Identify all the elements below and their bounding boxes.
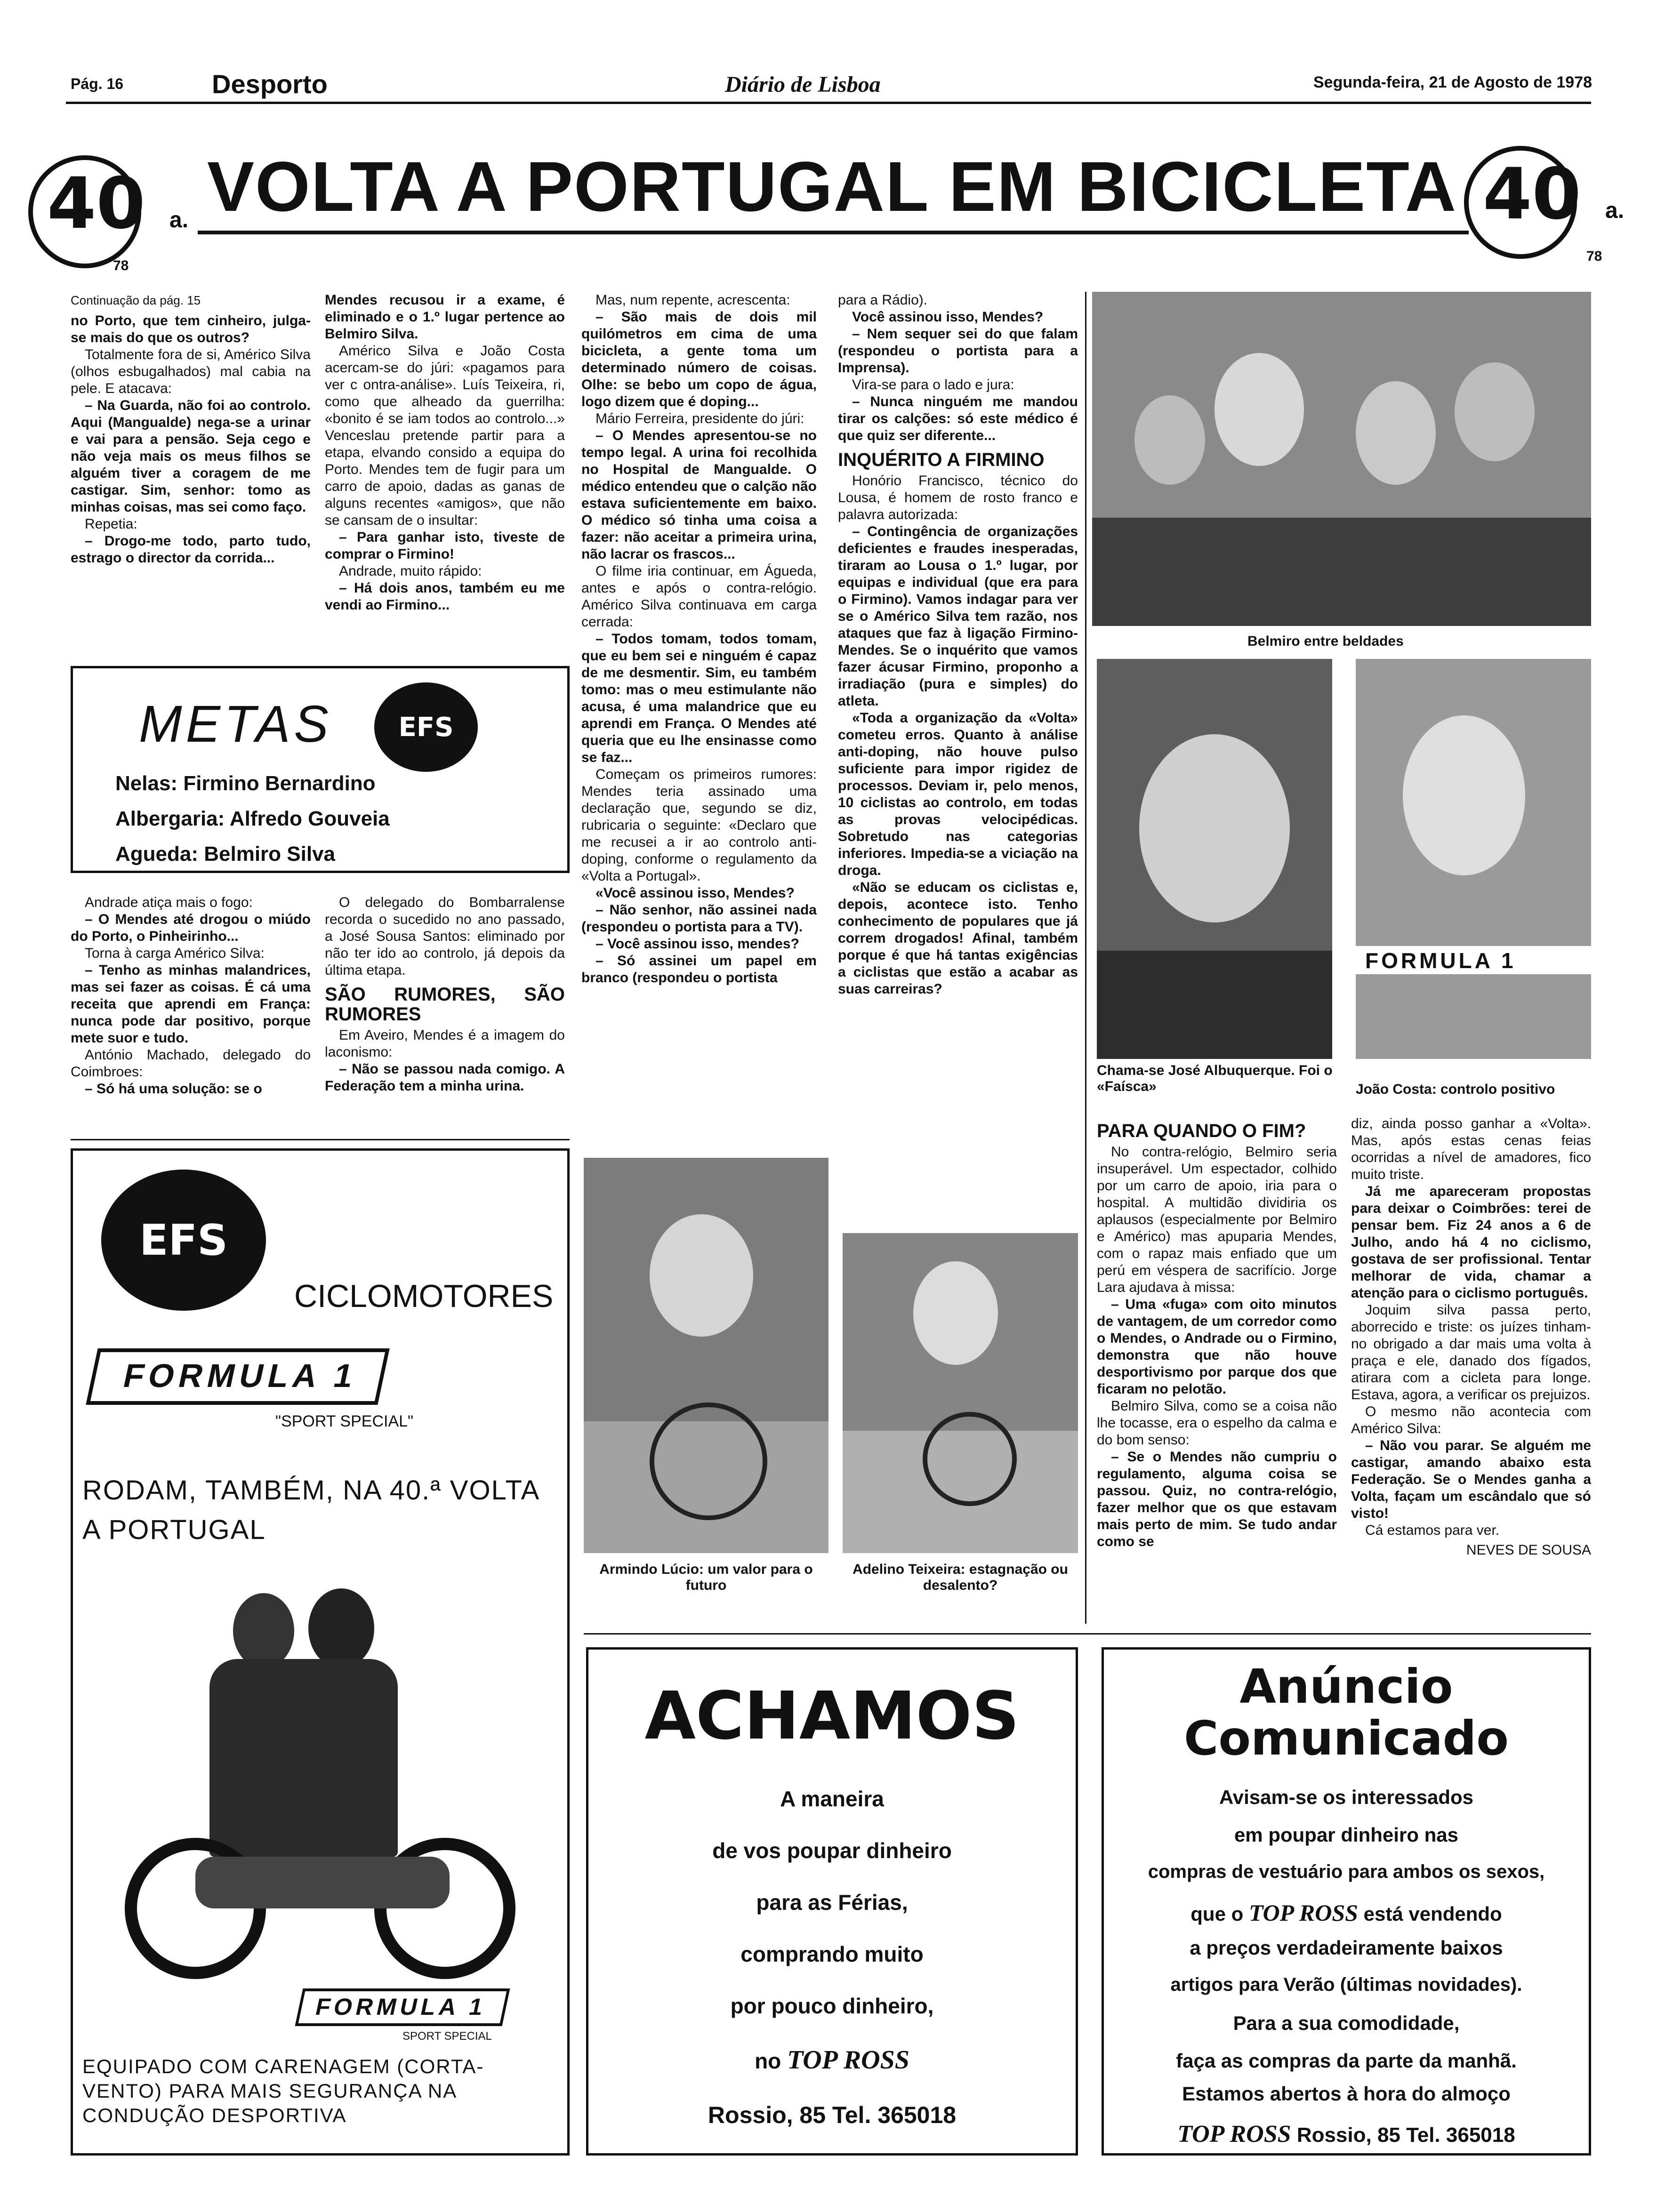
- formula-text: FORMULA 1: [120, 1357, 362, 1394]
- paragraph: – São mais de dois mil quilómetros em cima de uma bicicleta, a gente toma um determinado número de coisas. Olhe: se bebo um copo de água, logo dizem que é doping...: [581, 309, 817, 409]
- ad-address: [1104, 2120, 1589, 2148]
- efs-logo: EFS: [374, 682, 478, 772]
- banner-rule: [198, 231, 1469, 234]
- paragraph: – Não senhor, não assinei nada (respondeu o portista para a TV).: [581, 902, 817, 935]
- paragraph: «Não se educam os ciclistas e, depois, acontece isto. Tenho conhecimento de populares que já correm drogados! Afinal, também porque é que há tantas exigências a ciclistas que estão a acabar as suas carreiras?: [838, 880, 1078, 997]
- photo-caption: João Costa: controlo positivo: [1356, 1082, 1555, 1097]
- ad-line: Avisam-se os interessados: [1219, 1786, 1474, 1808]
- photo-jose: [1097, 659, 1332, 1059]
- article-col-4: [838, 292, 1078, 998]
- ad-line: [588, 2045, 1076, 2075]
- moped-frame: [195, 1857, 450, 1908]
- photo-face: [1139, 734, 1290, 922]
- ad-line: artigos para Verão (últimas novidades).: [1170, 1974, 1522, 1995]
- photo-face: [1403, 715, 1525, 875]
- header-rule: [66, 102, 1591, 104]
- jersey-text: FORMULA 1: [1365, 948, 1516, 973]
- section-rule: [584, 1633, 1591, 1635]
- ad-line: [1104, 1899, 1589, 1926]
- metas-label: Albergaria:: [115, 807, 225, 830]
- ad-text: no: [755, 2049, 781, 2073]
- ad-anuncio: [1102, 1647, 1591, 2156]
- ad-ciclomotores: [71, 1148, 570, 2156]
- paragraph: para a Rádio).: [838, 292, 928, 308]
- masthead: Diário de Lisboa: [725, 72, 881, 97]
- paragraph: O mesmo não acontecia com Américo Silva:: [1351, 1404, 1591, 1436]
- paragraph: No contra-relógio, Belmiro seria insuperável. Um espectador, colhido por um carro de apoio, iria para o hospital. A multidão dividiria os aplausos (especialmente por Belmiro e Américo) mas apuparia Mendes, com o rapaz mais enfiado que um perú em véspera de sacrifício. Jorge Lara ajudava à missa:: [1097, 1144, 1337, 1295]
- metas-label: Agueda:: [115, 842, 198, 866]
- paragraph: Torna à carga Américo Silva:: [85, 946, 265, 961]
- column-rule: [1085, 292, 1086, 1624]
- paragraph: «Você assinou isso, Mendes?: [595, 885, 795, 901]
- emblem-suffix-left: a.: [169, 208, 189, 232]
- article-lower-col-2: [325, 894, 565, 1095]
- paragraph: – O Mendes até drogou o miúdo do Porto, o Pinheirinho...: [71, 912, 311, 944]
- byline: NEVES DE SOUSA: [1466, 1542, 1591, 1558]
- subheading: PARA QUANDO O FIM?: [1097, 1121, 1306, 1141]
- paragraph: – O Mendes apresentou-se no tempo legal. A urina foi recolhida no Hospital de Mangualde. O médico entendeu que o calção não estava suficientemente em baixo. O médico só tinha uma coisa a fazer: não aceitar a primeira urina, não lacrar os frascos...: [581, 428, 817, 562]
- paragraph: Mas, num repente, acrescenta:: [595, 292, 790, 308]
- article-col-fim: [1097, 1115, 1337, 1550]
- photo-face: [1215, 353, 1304, 466]
- paragraph: – Contingência de organizações deficientes e fraudes inesperadas, tiraram ao Lousa o 1.º lugar, por equipas e individual (que era para o Firmino). Vamos indagar para ver se o Américo Silva tem razão, nos ataques que faz à ligação Firmino-Mendes. Se o inquérito que vamos fazer ácusar Firmino, proponho a irradiação (pura e simples) do atleta.: [838, 524, 1078, 709]
- paragraph: no Porto, que tem cinheiro, julga-se mais do que os outros?: [71, 313, 311, 345]
- paragraph: O filme iria continuar, em Águeda, antes e após o contra-relógio. Américo Silva continuava em carga cerrada:: [581, 563, 817, 630]
- ad-title: Comunicado: [1184, 1711, 1509, 1766]
- photo-cyclist: [913, 1261, 998, 1365]
- emblem-year-right: 78: [1586, 248, 1602, 264]
- formula-text: FORMULA 1: [313, 1994, 489, 2020]
- moped-illustration: [125, 1574, 520, 1998]
- ad-line: faça as compras da parte da manhã.: [1176, 2050, 1517, 2072]
- paragraph: Vira-se para o lado e jura:: [852, 377, 1014, 393]
- ad-brand: CICLOMOTORES: [294, 1278, 554, 1314]
- paragraph: Andrade, muito rápido:: [339, 563, 482, 579]
- subheading: SÃO RUMORES, SÃO RUMORES: [325, 984, 565, 1025]
- ad-achamos: [586, 1647, 1078, 2156]
- efs-logo: EFS: [101, 1170, 266, 1311]
- metas-value: Firmino Bernardino: [183, 772, 376, 795]
- photo-caption: Adelino Teixeira: estagnação ou desalento?: [853, 1562, 1068, 1593]
- metas-box: [71, 666, 570, 873]
- ad-line: Estamos abertos à hora do almoço: [1182, 2083, 1511, 2105]
- article-col-3: [581, 292, 817, 986]
- paragraph: – Uma «fuga» com oito minutos de vantagem, de um corredor como o Mendes, o Andrade ou o Firmino, demonstra que não houve desportivismo por parque dos que ficaram no pelotão.: [1097, 1297, 1337, 1397]
- banner: [28, 141, 1648, 273]
- paragraph: Belmiro Silva, como se a coisa não lhe tocasse, era o espelho da calma e do bom senso:: [1097, 1398, 1337, 1448]
- metas-label: Nelas:: [115, 772, 178, 795]
- photo-caption: Chama-se José Albuquerque. Foi o «Faísca»: [1097, 1063, 1333, 1094]
- photo-shadow: [1092, 518, 1591, 626]
- ad-title: ACHAMOS: [644, 1678, 1020, 1755]
- paragraph: O delegado do Bombarralense recorda o sucedido no ano passado, a José Sousa Santos: eliminado por não ter ido ao controlo, já depois da última etapa.: [325, 895, 565, 978]
- subheading: INQUÉRITO A FIRMINO: [838, 449, 1045, 470]
- ad-address: Rossio, 85 Tel. 365018: [708, 2102, 957, 2128]
- emblem-right: [1464, 146, 1643, 264]
- article-col-2: [325, 292, 565, 614]
- paragraph: – Para ganhar isto, tiveste de comprar o Firmino!: [325, 529, 565, 562]
- emblem-year-left: 78: [113, 258, 129, 273]
- photo-wheel: [923, 1412, 1017, 1506]
- paragraph: Em Aveiro, Mendes é a imagem do laconismo:: [325, 1027, 565, 1060]
- continued-note: Continuação da pág. 15: [71, 293, 201, 307]
- paragraph: Mendes recusou ir a exame, é eliminado e o 1.º lugar pertence ao Belmiro Silva.: [325, 292, 565, 342]
- paragraph: – Drogo-me todo, parto tudo, estrago o director da corrida...: [71, 533, 311, 566]
- article-lower-col-1: [71, 894, 311, 1098]
- ad-text: que o: [1190, 1903, 1244, 1925]
- paragraph: «Toda a organização da «Volta» cometeu erros. Quanto à análise anti-doping, não houve pulso suficiente para impor rigidez de processos. Deviam ir, pelo menos, 10 ciclistas ao controlo, em todas as provas velocipédicas. Sobretudo nas categorias inferiores. Impedia-se a viciação na droga.: [838, 710, 1078, 878]
- paragraph: Honório Francisco, técnico do Lousa, é homem de rosto franco e palavra autorizada:: [838, 473, 1078, 522]
- photo-caption: Armindo Lúcio: um valor para o futuro: [599, 1562, 813, 1593]
- paragraph: – Só há uma solução: se o: [85, 1081, 262, 1097]
- photo-joao: [1356, 659, 1591, 1059]
- photo-face: [1356, 381, 1436, 485]
- photo-face: [1455, 362, 1535, 461]
- sport-special: SPORT SPECIAL: [402, 2030, 492, 2043]
- issue-date: Segunda-feira, 21 de Agosto de 1978: [1313, 73, 1593, 91]
- paragraph: – Todos tomam, todos tomam, que eu bem sei e ninguém é capaz de me desmentir. Sim, eu também tomo: mas o meu estimulante não acusa, é uma malandrice que eu aprendi em França. O Mendes até queria que eu lhe ensinasse como se faz...: [581, 631, 817, 765]
- ad-line: a preços verdadeiramente baixos: [1190, 1937, 1503, 1959]
- rider-body: [209, 1659, 398, 1857]
- paragraph: Você assinou isso, Mendes?: [852, 309, 1044, 325]
- paragraph: diz, ainda posso ganhar a «Volta». Mas, após estas cenas feias ocorridas a nível de amadores, fico muito triste.: [1351, 1116, 1591, 1182]
- ad-line: Para a sua comodidade,: [1233, 2012, 1460, 2034]
- ad-text: Rossio, 85 Tel. 365018: [1296, 2124, 1515, 2147]
- emblem-number-right: 40: [1483, 153, 1581, 235]
- section-rule: [71, 1139, 570, 1140]
- ad-line: para as Férias,: [756, 1890, 908, 1915]
- ad-line: por pouco dinheiro,: [730, 1994, 934, 2018]
- photo-cyclist: [650, 1214, 753, 1337]
- photo-belmiro: [1092, 292, 1591, 626]
- paragraph: Repetia:: [85, 516, 137, 532]
- banner-title: VOLTA A PORTUGAL EM BICICLETA: [207, 147, 1457, 226]
- paragraph: – Nunca ninguém me mandou tirar os calções: só este médico é que quiz ser diferente...: [838, 394, 1078, 443]
- photo-armindo: [584, 1158, 828, 1553]
- ad-line: de vos poupar dinheiro: [712, 1838, 952, 1863]
- paragraph: – Nem sequer sei do que falam (respondeu o portista para a Imprensa).: [838, 326, 1078, 376]
- formula-logo: [86, 1348, 390, 1405]
- article-col-1: [71, 292, 311, 567]
- paragraph: – Só assinei um papel em branco (respondeu o portista: [581, 953, 817, 986]
- metas-title: METAS: [139, 695, 332, 753]
- ad-text: está vendendo: [1363, 1903, 1502, 1925]
- article-col-fim-2: [1351, 1115, 1591, 1559]
- metas-line-1: [115, 772, 376, 795]
- formula-logo-small: [295, 1988, 510, 2026]
- ad-line: A maneira: [780, 1787, 884, 1811]
- metas-value: Alfredo Gouveia: [229, 807, 390, 830]
- page-number: Pág. 16: [71, 75, 124, 92]
- paragraph: Cá estamos para ver.: [1365, 1523, 1500, 1538]
- brand-topross: TOP ROSS: [787, 2045, 909, 2075]
- metas-line-3: [115, 842, 335, 866]
- photo-wheel: [650, 1403, 767, 1520]
- paragraph: Começam os primeiros rumores: Mendes teria assinado uma declaração que, segundo se diz, rubricaria o seguinte: «Declaro que me recusei a ir ao controlo anti-doping, conforme o regulamento da «Volta a Portugal».: [581, 767, 817, 884]
- metas-line-2: [115, 807, 390, 831]
- paragraph: Mário Ferreira, presidente do júri:: [595, 411, 804, 426]
- paragraph: Joquim silva passa perto, aborrecido e triste: os juízes tinham-no obrigado a dar mais uma volta à praça e ele, danado dos fígados, atirara com a cicleta para longe. Estava, agora, a verificar os prejuizos.: [1351, 1302, 1591, 1403]
- ad-line: comprando muito: [740, 1942, 924, 1966]
- photo-caption: Belmiro entre beldades: [1247, 633, 1404, 649]
- paragraph: António Machado, delegado do Coimbroes:: [71, 1047, 311, 1080]
- paragraph: – Não se passou nada comigo. A Federação tem a minha urina.: [325, 1061, 565, 1094]
- sport-special: "SPORT SPECIAL": [275, 1412, 414, 1430]
- photo-adelino: [843, 1233, 1078, 1553]
- section-title: Desporto: [212, 69, 328, 99]
- paragraph: – Há dois anos, também eu me vendi ao Firmino...: [325, 580, 565, 613]
- paragraph: Já me apareceram propostas para deixar o Coimbrões: terei de pensar bem. Fiz 24 anos a 6 de Julho, ando há 4 no ciclismo, gostava de ser profissional. Tentar melhorar de vida, chamar a atenção para o ciclismo português.: [1351, 1184, 1591, 1301]
- ad-title: Anúncio: [1239, 1659, 1453, 1714]
- paragraph: Américo Silva e João Costa acercam-se do júri: «pagamos para ver c ontra-análise». Luís Teixeira, ri, como que alheado da guerrilha: «bonito é se iam todos ao controlo...» Venceslau pretende partir para a etapa, elvando consido a equipa do Porto. Mendes tem de fugir para um carro de apoio, dadas as ganas de alguns recentes «amigos», que não se cansam de o insultar:: [325, 343, 565, 528]
- paragraph: – Tenho as minhas malandrices, mas sei fazer as coisas. É cá uma receita que aprendi em França: nunca pode dar positivo, porque mete suor e tudo.: [71, 962, 311, 1046]
- paragraph: Andrade atiça mais o fogo:: [85, 895, 253, 910]
- emblem-number-left: 40: [47, 163, 145, 245]
- paragraph: – Você assinou isso, mendes?: [595, 936, 799, 952]
- photo-face: [1134, 395, 1205, 485]
- brand-topross: TOP ROSS: [1248, 1899, 1358, 1926]
- metas-value: Belmiro Silva: [204, 842, 336, 866]
- ad-line: compras de vestuário para ambos os sexos,: [1148, 1861, 1545, 1882]
- rider-face: [308, 1588, 374, 1668]
- paragraph: – Não vou parar. Se alguém me castigar, amando abaixo esta Federação. Se o Mendes ganha a Volta, façam um escândalo que só visto!: [1351, 1438, 1591, 1521]
- emblem-left: [28, 155, 198, 273]
- brand-topross: TOP ROSS: [1177, 2121, 1291, 2148]
- paragraph: – Se o Mendes não cumpriu o regulamento, alguma coisa se passou. Quiz, no contra-relógio, fazer melhor que os que estavam mais perto de mim. Se tudo andar como se: [1097, 1449, 1337, 1549]
- rider-face: [233, 1593, 294, 1668]
- paragraph: Totalmente fora de si, Américo Silva (olhos esbugalhados) mal cabia na pele. E atacava:: [71, 347, 311, 396]
- ad-line: em poupar dinheiro nas: [1234, 1824, 1459, 1846]
- emblem-suffix-right: a.: [1605, 198, 1625, 223]
- ad-footer: EQUIPADO COM CARENAGEM (CORTA-VENTO) PARA MAIS SEGURANÇA NA CONDUÇÃO DESPORTIVA: [82, 2055, 484, 2126]
- ad-headline: RODAM, TAMBÉM, NA 40.ª VOLTA A PORTUGAL: [82, 1475, 539, 1545]
- paragraph: – Na Guarda, não foi ao controlo. Aqui (Mangualde) nega-se a urinar e vai para a pensão. Seja cego e não veja mais os meus filhos se alguém tiver a coragem de me castigar. Sim, senhor: tomo as minhas coisas, mas sei como faço.: [71, 398, 311, 515]
- photo-shadow: [1097, 951, 1332, 1059]
